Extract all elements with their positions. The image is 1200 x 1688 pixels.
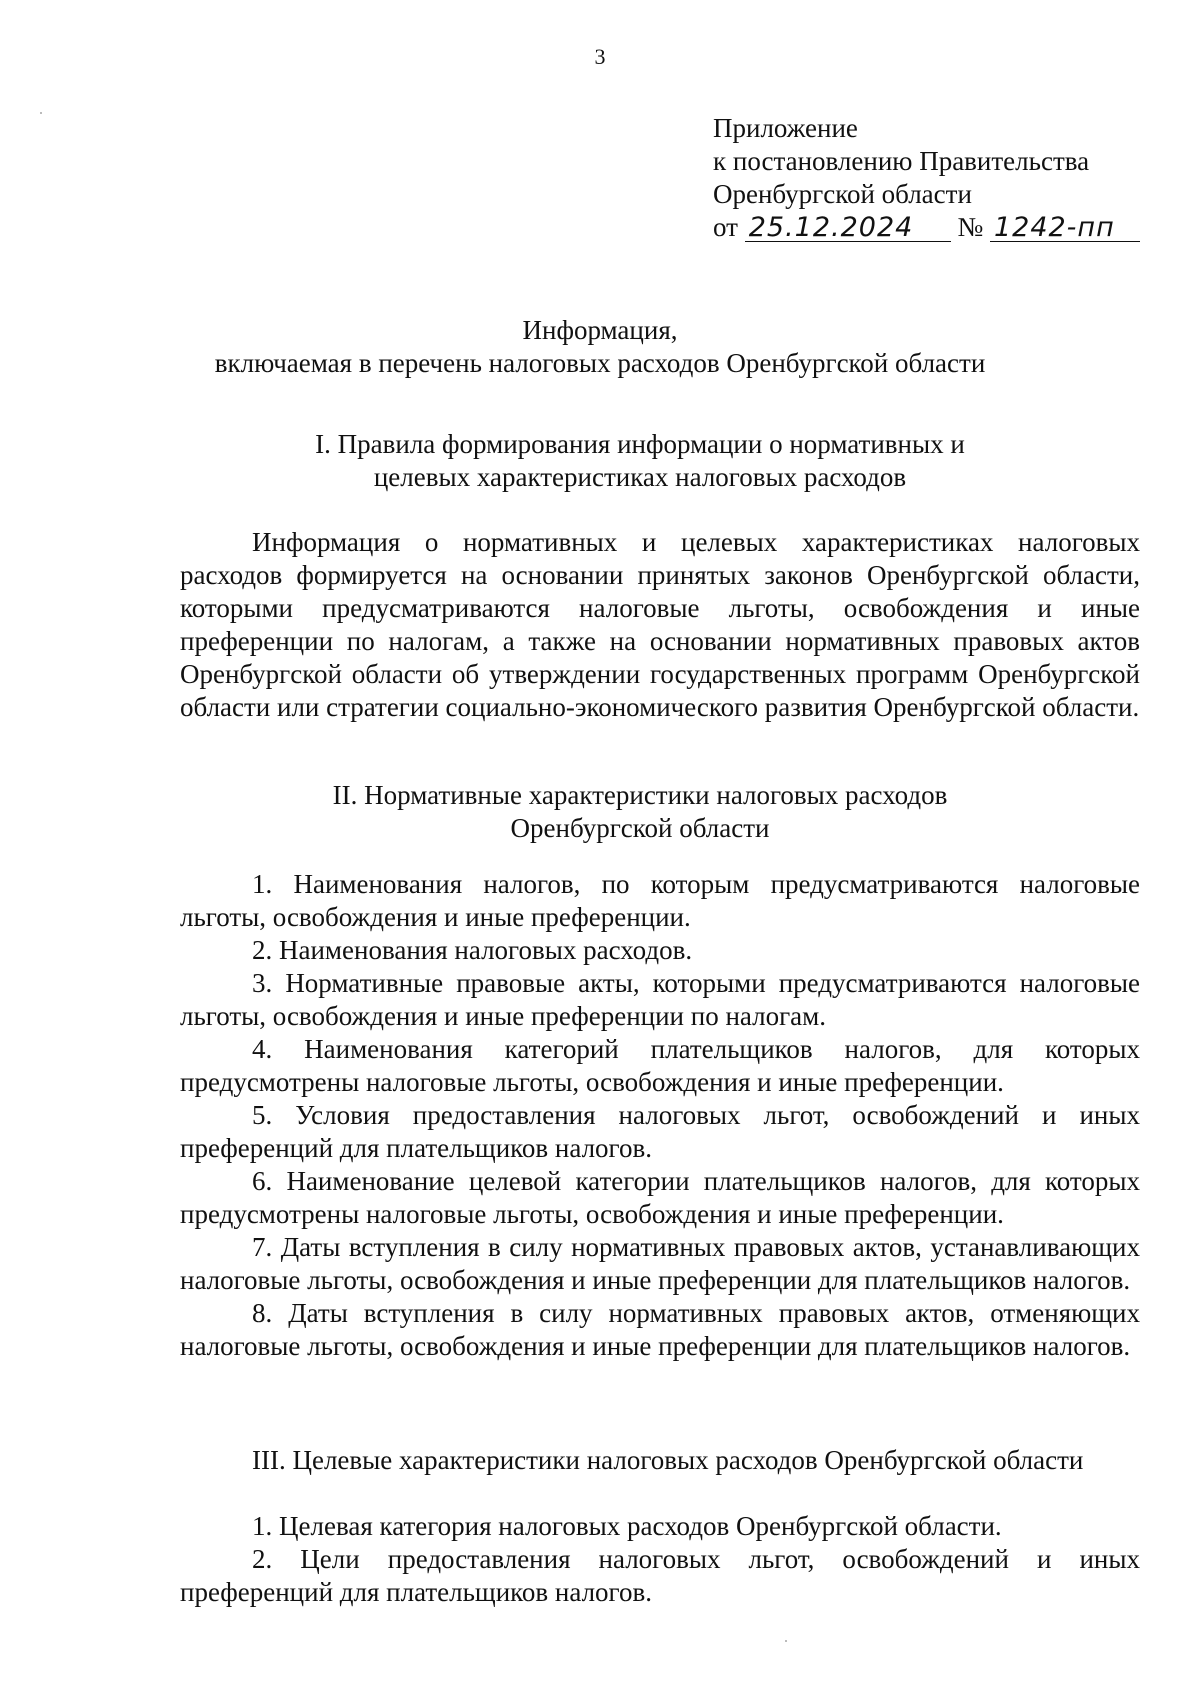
appendix-block — [713, 112, 1140, 244]
list-item: 3. Нормативные правовые акты, которыми предусматриваются налоговые льготы, освобождения и иные преференции по налогам. — [180, 968, 1140, 1031]
list-item: 1. Наименования налогов, по которым предусматриваются налоговые льготы, освобождения и иные преференции. — [180, 869, 1140, 932]
appendix-line-2: к постановлению Правительства — [713, 146, 1090, 176]
scan-speck — [40, 112, 42, 114]
section-2-heading-line-2: Оренбургской области — [510, 813, 770, 843]
list-item: 4. Наименования категорий плательщиков налогов, для которых предусмотрены налоговые льготы, освобождения и иные преференции. — [180, 1034, 1140, 1097]
date-prefix: от — [713, 212, 738, 242]
section-2-heading — [40, 779, 1200, 845]
title-line-2: включаемая в перечень налоговых расходов Оренбургской области — [214, 348, 986, 378]
section-1-heading-line-1: I. Правила формирования информации о нормативных и — [315, 429, 965, 459]
list-item: 2. Цели предоставления налоговых льгот, освобождений и иных преференций для плательщиков налогов. — [180, 1544, 1140, 1607]
scan-speck — [785, 1640, 787, 1642]
section-1-heading-line-2: целевых характеристиках налоговых расходов — [373, 462, 907, 492]
appendix-date-line — [713, 211, 1140, 244]
section-1-heading — [40, 428, 1200, 494]
section-1-paragraph: Информация о нормативных и целевых характеристиках налоговых расходов формируется на основании принятых законов Оренбургской области, которыми предусматриваются налоговые льготы, освобождения и иные преференции по налогам, а также на основании нормативных правовых актов Оренбургской области об утверждении государственных программ Оренбургской области или стратегии социально-экономического развития Оренбургской области. — [180, 527, 1140, 722]
appendix-line-1: Приложение — [713, 113, 858, 143]
list-item: 7. Даты вступления в силу нормативных правовых актов, устанавливающих налоговые льготы, освобождения и иные преференции для плательщиков налогов. — [180, 1232, 1140, 1295]
list-item: 1. Целевая категория налоговых расходов Оренбургской области. — [252, 1511, 1002, 1541]
page-number: 3 — [594, 44, 606, 69]
title-line-1: Информация, — [522, 315, 678, 345]
section-3-heading: III. Целевые характеристики налоговых расходов Оренбургской области — [252, 1445, 1084, 1475]
section-2-list — [180, 868, 1140, 1363]
section-1-body — [180, 526, 1140, 724]
number-prefix: № — [957, 212, 984, 242]
section-3-list — [180, 1510, 1140, 1609]
handwritten-date: 25.12.2024 — [745, 215, 951, 242]
document-title — [0, 314, 1200, 380]
list-item: 2. Наименования налоговых расходов. — [252, 935, 693, 965]
handwritten-number: 1242-пп — [990, 215, 1140, 242]
list-item: 5. Условия предоставления налоговых льгот, освобождений и иных преференций для плательщиков налогов. — [180, 1100, 1140, 1163]
list-item: 8. Даты вступления в силу нормативных правовых актов, отменяющих налоговые льготы, освобождения и иные преференции для плательщиков налогов. — [180, 1298, 1140, 1361]
appendix-line-3: Оренбургской области — [713, 179, 972, 209]
list-item: 6. Наименование целевой категории плательщиков налогов, для которых предусмотрены налоговые льготы, освобождения и иные преференции. — [180, 1166, 1140, 1229]
section-2-heading-line-1: II. Нормативные характеристики налоговых расходов — [332, 780, 948, 810]
